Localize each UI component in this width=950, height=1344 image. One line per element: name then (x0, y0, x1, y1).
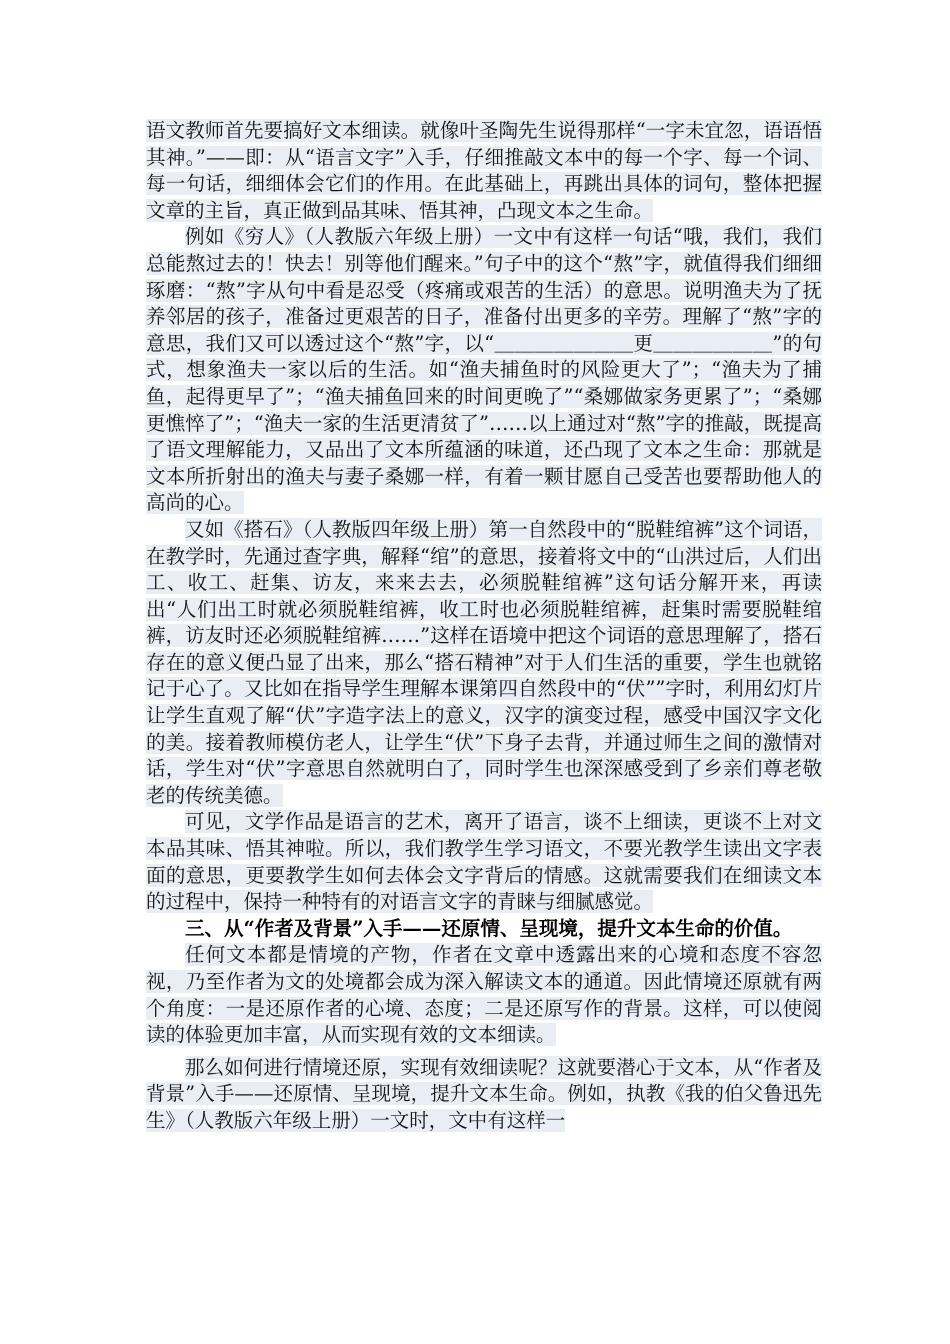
document-page (146, 118, 822, 1135)
section-heading-text: 三、从“作者及背景”入手——还原情、呈现境，提升文本生命的价值。 (185, 916, 793, 940)
paragraph-luxun-example (146, 1055, 822, 1135)
paragraph-conclusion-text: 可见，文学作品是语言的艺术，离开了语言，谈不上细读，更谈不上对文本品其味、悟其神啦。所以，我们教学生学习语文，不要光教学生读出文字表面的意思，更要教学生如何去体会文字背后的情感。这就需要我们在细读文本的过程中，保持一种特有的对语言文字的青睐与细腻感觉。 (146, 810, 822, 914)
paragraph-dashi-text: 又如《搭石》（人教版四年级上册）第一自然段中的“脱鞋绾裤”这个词语，在教学时，先通过查字典，解释“绾”的意思，接着将文中的“山洪过后，人们出工、收工、赶集、访友，来来去去，必须脱鞋绾裤”这句话分解开来，再读出“人们出工时就必须脱鞋绾裤，收工时也必须脱鞋绾裤，赶集时需要脱鞋绾裤，访友时还必须脱鞋绾裤……”这样在语境中把这个词语的意思理解了，搭石存在的意义便凸显了出来，那么“搭石精神”对于人们生活的重要，学生也就铭记于心了。又比如在指导学生理解本课第四自然段中的“伏””字时，利用幻灯片让学生直观了解“伏”字造字法上的意义，汉字的演变过程，感受中国汉字文化的美。接着教师模仿老人，让学生“伏”下身子去背，并通过师生之间的激情对话，学生对“伏”字意思自然就明白了，同时学生也深深感受到了乡亲们尊老敬老的传统美德。 (146, 517, 822, 807)
paragraph-qiongren-example (146, 224, 822, 517)
paragraph-conclusion (146, 809, 822, 915)
paragraph-qiongren-text: 例如《穷人》（人教版六年级上册）一文中有这样一句话“哦，我们，我们总能熬过去的！快去！别等他们醒来。”句子中的这个“熬”字，就值得我们细细琢磨：“熬”字从句中看是忍受（疼痛或艰苦的生活）的意思。说明渔夫为了抚养邻居的孩子，准备过更艰苦的日子，准备付出更多的辛劳。理解了“熬”字的意思，我们又可以透过这个“熬”字，以“＿＿＿＿＿＿＿更＿＿＿＿＿＿”的句式，想象渔夫一家以后的生活。如“渔夫捕鱼时的风险更大了”；“渔夫为了捕鱼，起得更早了”；“渔夫捕鱼回来的时间更晚了”“桑娜做家务更累了”；“桑娜更憔悴了”；“渔夫一家的生活更清贫了”……以上通过对“熬”字的推敲，既提高了语文理解能力，又品出了文本所蕴涵的味道，还凸现了文本之生命：那就是文本所折射出的渔夫与妻子桑娜一样，有着一颗甘愿自己受苦也要帮助他人的高尚的心。 (146, 225, 822, 515)
paragraph-intro (146, 118, 822, 224)
paragraph-context (146, 942, 822, 1048)
paragraph-luxun-text: 那么如何进行情境还原，实现有效细读呢？这就要潜心于文本，从“作者及背景”入手——还原情、呈现境，提升文本生命。例如，执教《我的伯父鲁迅先生》（人教版六年级上册）一文时，文中有这样一 (146, 1055, 822, 1132)
paragraph-context-text: 任何文本都是情境的产物，作者在文章中透露出来的心境和态度不容忽视，乃至作者为文的处境都会成为深入解读文本的通道。因此情境还原就有两个角度：一是还原作者的心境、态度；二是还原写作的背景。这样，可以使阅读的体验更加丰富，从而实现有效的文本细读。 (146, 943, 822, 1047)
paragraph-intro-text: 语文教师首先要搞好文本细读。就像叶圣陶先生说得那样“一字未宜忽，语语悟其神。”——即：从“语言文字”入手，仔细推敲文本中的每一个字、每一个词、每一句话，细细体会它们的作用。在此基础上，再跳出具体的词句，整体把握文章的主旨，真正做到品其味、悟其神，凸现文本之生命。 (146, 119, 822, 222)
section-heading-three (146, 916, 822, 943)
paragraph-dashi-example (146, 517, 822, 810)
